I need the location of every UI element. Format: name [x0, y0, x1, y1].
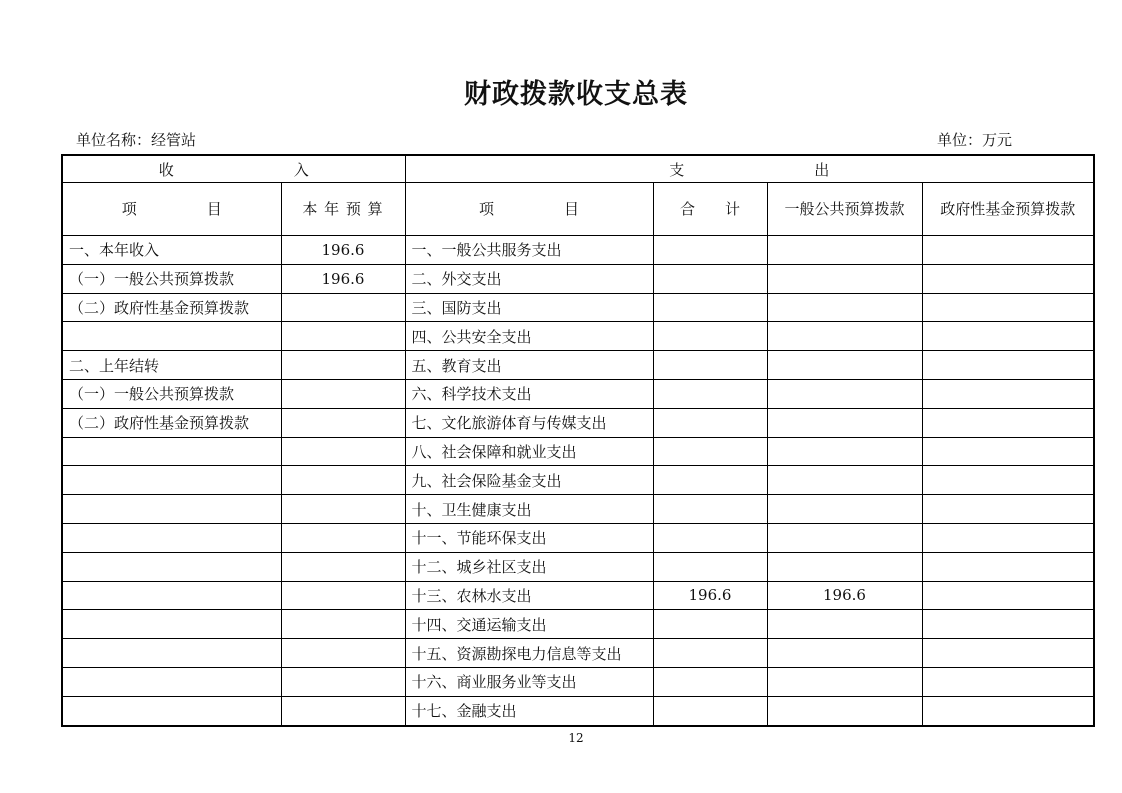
total-cell — [653, 351, 767, 380]
total-cell — [653, 552, 767, 581]
total-cell — [653, 293, 767, 322]
table-row — [62, 236, 1094, 265]
total-cell — [653, 437, 767, 466]
income-item-cell — [62, 696, 281, 725]
section-header-row — [62, 155, 1094, 183]
income-section-header: 收 入 — [62, 155, 405, 183]
fund-budget-cell — [922, 610, 1094, 639]
fund-budget-cell — [922, 351, 1094, 380]
total-cell — [653, 236, 767, 265]
general-budget-cell — [767, 264, 922, 293]
fund-budget-cell — [922, 495, 1094, 524]
general-budget-header: 一般公共预算拨款 — [767, 183, 922, 236]
income-item-cell — [62, 581, 281, 610]
total-cell: 196.6 — [653, 581, 767, 610]
table-row — [62, 322, 1094, 351]
total-cell — [653, 379, 767, 408]
fund-budget-cell — [922, 667, 1094, 696]
table-row — [62, 466, 1094, 495]
expense-item-cell: 七、文化旅游体育与传媒支出 — [405, 408, 653, 437]
general-budget-cell — [767, 351, 922, 380]
budget-cell — [281, 639, 405, 668]
fund-budget-header: 政府性基金预算拨款 — [922, 183, 1094, 236]
income-item-cell: （二）政府性基金预算拨款 — [62, 408, 281, 437]
general-budget-cell — [767, 408, 922, 437]
general-budget-cell: 196.6 — [767, 581, 922, 610]
fund-budget-cell — [922, 322, 1094, 351]
table-row — [62, 523, 1094, 552]
unit-label: 单位：万元 — [937, 131, 1013, 149]
general-budget-cell — [767, 379, 922, 408]
general-budget-cell — [767, 322, 922, 351]
income-item-cell: 二、上年结转 — [62, 351, 281, 380]
total-cell — [653, 696, 767, 725]
fund-budget-cell — [922, 437, 1094, 466]
expense-item-cell: 十六、商业服务业等支出 — [405, 667, 653, 696]
table-row — [62, 351, 1094, 380]
budget-cell — [281, 466, 405, 495]
expense-item-cell: 五、教育支出 — [405, 351, 653, 380]
total-cell — [653, 264, 767, 293]
expense-item-cell: 四、公共安全支出 — [405, 322, 653, 351]
fund-budget-cell — [922, 581, 1094, 610]
table-row — [62, 264, 1094, 293]
income-item-cell: （二）政府性基金预算拨款 — [62, 293, 281, 322]
budget-cell — [281, 351, 405, 380]
table-row — [62, 581, 1094, 610]
income-item-cell — [62, 639, 281, 668]
budget-cell: 196.6 — [281, 264, 405, 293]
table-row — [62, 696, 1094, 725]
expense-item-cell: 十三、农林水支出 — [405, 581, 653, 610]
column-header-row — [62, 183, 1094, 236]
expense-item-cell: 十五、资源勘探电力信息等支出 — [405, 639, 653, 668]
budget-summary-table — [61, 154, 1095, 727]
expense-item-cell: 八、社会保障和就业支出 — [405, 437, 653, 466]
income-item-cell: 一、本年收入 — [62, 236, 281, 265]
budget-cell — [281, 667, 405, 696]
table-row — [62, 552, 1094, 581]
general-budget-cell — [767, 293, 922, 322]
fund-budget-cell — [922, 696, 1094, 725]
total-cell — [653, 408, 767, 437]
expense-item-cell: 十七、金融支出 — [405, 696, 653, 725]
total-cell — [653, 322, 767, 351]
general-budget-cell — [767, 696, 922, 725]
table-row — [62, 639, 1094, 668]
table-row — [62, 610, 1094, 639]
table-row — [62, 379, 1094, 408]
fund-budget-cell — [922, 408, 1094, 437]
income-item-cell — [62, 495, 281, 524]
fund-budget-cell — [922, 293, 1094, 322]
budget-cell — [281, 552, 405, 581]
expense-item-cell: 三、国防支出 — [405, 293, 653, 322]
budget-cell — [281, 696, 405, 725]
budget-cell — [281, 408, 405, 437]
budget-header: 本 年 预 算 — [281, 183, 405, 236]
income-item-cell: （一）一般公共预算拨款 — [62, 264, 281, 293]
budget-cell — [281, 581, 405, 610]
budget-cell — [281, 523, 405, 552]
general-budget-cell — [767, 639, 922, 668]
budget-cell — [281, 437, 405, 466]
budget-cell — [281, 495, 405, 524]
income-item-header: 项 目 — [62, 183, 281, 236]
total-cell — [653, 495, 767, 524]
expense-item-cell: 二、外交支出 — [405, 264, 653, 293]
income-item-cell: （一）一般公共预算拨款 — [62, 379, 281, 408]
budget-cell — [281, 610, 405, 639]
fund-budget-cell — [922, 523, 1094, 552]
total-header: 合 计 — [653, 183, 767, 236]
general-budget-cell — [767, 495, 922, 524]
income-item-cell — [62, 667, 281, 696]
income-item-cell — [62, 610, 281, 639]
income-item-cell — [62, 523, 281, 552]
general-budget-cell — [767, 437, 922, 466]
income-item-cell — [62, 466, 281, 495]
total-cell — [653, 523, 767, 552]
expense-item-cell: 一、一般公共服务支出 — [405, 236, 653, 265]
page-title: 财政拨款收支总表 — [464, 79, 688, 110]
table-row — [62, 408, 1094, 437]
expense-item-cell: 九、社会保险基金支出 — [405, 466, 653, 495]
expense-item-cell: 十二、城乡社区支出 — [405, 552, 653, 581]
budget-cell — [281, 379, 405, 408]
total-cell — [653, 667, 767, 696]
income-item-cell — [62, 437, 281, 466]
expense-item-cell: 十、卫生健康支出 — [405, 495, 653, 524]
total-cell — [653, 466, 767, 495]
income-item-cell — [62, 322, 281, 351]
fund-budget-cell — [922, 639, 1094, 668]
table-row — [62, 293, 1094, 322]
fund-budget-cell — [922, 236, 1094, 265]
income-item-cell — [62, 552, 281, 581]
fund-budget-cell — [922, 466, 1094, 495]
fund-budget-cell — [922, 264, 1094, 293]
general-budget-cell — [767, 523, 922, 552]
general-budget-cell — [767, 667, 922, 696]
general-budget-cell — [767, 236, 922, 265]
general-budget-cell — [767, 610, 922, 639]
table-row — [62, 667, 1094, 696]
expense-item-cell: 六、科学技术支出 — [405, 379, 653, 408]
table-row — [62, 495, 1094, 524]
total-cell — [653, 610, 767, 639]
expense-section-header: 支 出 — [405, 155, 1094, 183]
page-number: 12 — [568, 731, 584, 745]
expense-item-header: 项 目 — [405, 183, 653, 236]
table-row — [62, 437, 1094, 466]
budget-cell — [281, 293, 405, 322]
budget-cell: 196.6 — [281, 236, 405, 265]
total-cell — [653, 639, 767, 668]
fund-budget-cell — [922, 552, 1094, 581]
expense-item-cell: 十四、交通运输支出 — [405, 610, 653, 639]
general-budget-cell — [767, 466, 922, 495]
budget-cell — [281, 322, 405, 351]
general-budget-cell — [767, 552, 922, 581]
expense-item-cell: 十一、节能环保支出 — [405, 523, 653, 552]
fund-budget-cell — [922, 379, 1094, 408]
unit-name-label: 单位名称：经管站 — [76, 131, 197, 149]
